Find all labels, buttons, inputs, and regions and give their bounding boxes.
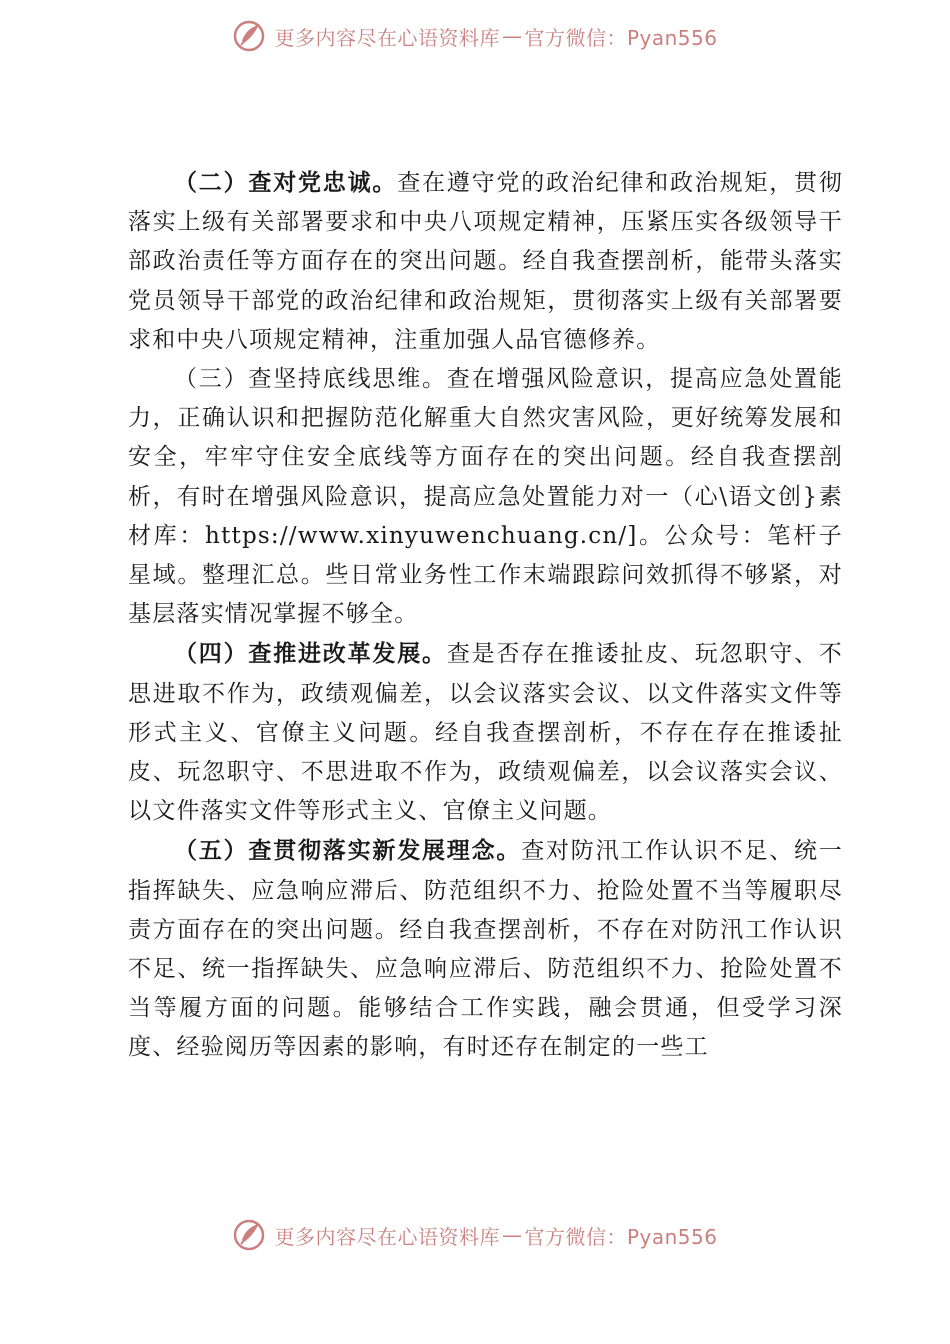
paragraph-development xyxy=(128,831,843,1067)
paragraph-heading: （二）查对党忠诚。 xyxy=(174,169,398,196)
watermark-footer xyxy=(0,1213,950,1257)
watermark-text: 更多内容尽在心语资料库 xyxy=(274,25,500,50)
watermark-contact: 官方微信：Pyan556 xyxy=(524,25,718,50)
watermark-contact: 官方微信：Pyan556 xyxy=(524,1224,718,1249)
document-body xyxy=(128,163,843,1068)
watermark-separator: — xyxy=(501,1223,523,1247)
watermark-separator: — xyxy=(501,24,523,48)
paragraph-loyalty xyxy=(128,163,843,360)
brand-logo-icon xyxy=(232,1218,266,1252)
watermark-text: 更多内容尽在心语资料库 xyxy=(274,1224,500,1249)
paragraph-text: 查在遵守党的政治纪律和政治规矩，贯彻落实上级有关部署要求和中央八项规定精神，压紧压实各级领导干部政治责任等方面存在的突出问题。经自我查摆剖析，能带头落实党员领导干部党的政治纪律和政治规矩，贯彻落实上级有关部署要求和中央八项规定精神，注重加强人品官德修养。 xyxy=(128,170,843,353)
paragraph-reform xyxy=(128,634,843,831)
paragraph-text: 查对防汛工作认识不足、统一指挥缺失、应急响应滞后、防范组织不力、抢险处置不当等履职尽责方面存在的突出问题。经自我查摆剖析，不存在对防汛工作认识不足、统一指挥缺失、应急响应滞后、防范组织不力、抢险处置不当等履方面的问题。能够结合工作实践，融会贯通，但受学习深度、经验阅历等因素的影响，有时还存在制定的一些工 xyxy=(128,838,843,1061)
paragraph-heading: （四）查推进改革发展。 xyxy=(174,640,447,668)
paragraph-heading: （五）查贯彻落实新发展理念。 xyxy=(174,837,522,865)
paragraph-bottom-line xyxy=(128,360,843,634)
watermark-header xyxy=(0,14,950,58)
paragraph-text: 查是否存在推诿扯皮、玩忽职守、不思进取不作为，政绩观偏差，以会议落实会议、以文件落实文件等形式主义、官僚主义问题。经自我查摆剖析，不存在存在推诿扯皮、玩忽职守、不思进取不作为，政绩观偏差，以会议落实会议、以文件落实文件等形式主义、官僚主义问题。 xyxy=(128,641,844,825)
brand-logo-icon xyxy=(232,19,266,53)
paragraph-text: （三）查坚持底线思维。查在增强风险意识，提高应急处置能力，正确认识和把握防范化解重大自然灾害风险，更好统筹发展和安全，牢牢守住安全底线等方面存在的突出问题。经自我查摆剖析，有时在增强风险意识，提高应急处置能力对一（心\语文创}素材库：https://www.xinyuwenchuang.cn/]。公众号：笔杆子星域。整理汇总。些日常业务性工作末端跟踪问效抓得不够紧，对基层落实情况掌握不够全。 xyxy=(128,366,843,628)
